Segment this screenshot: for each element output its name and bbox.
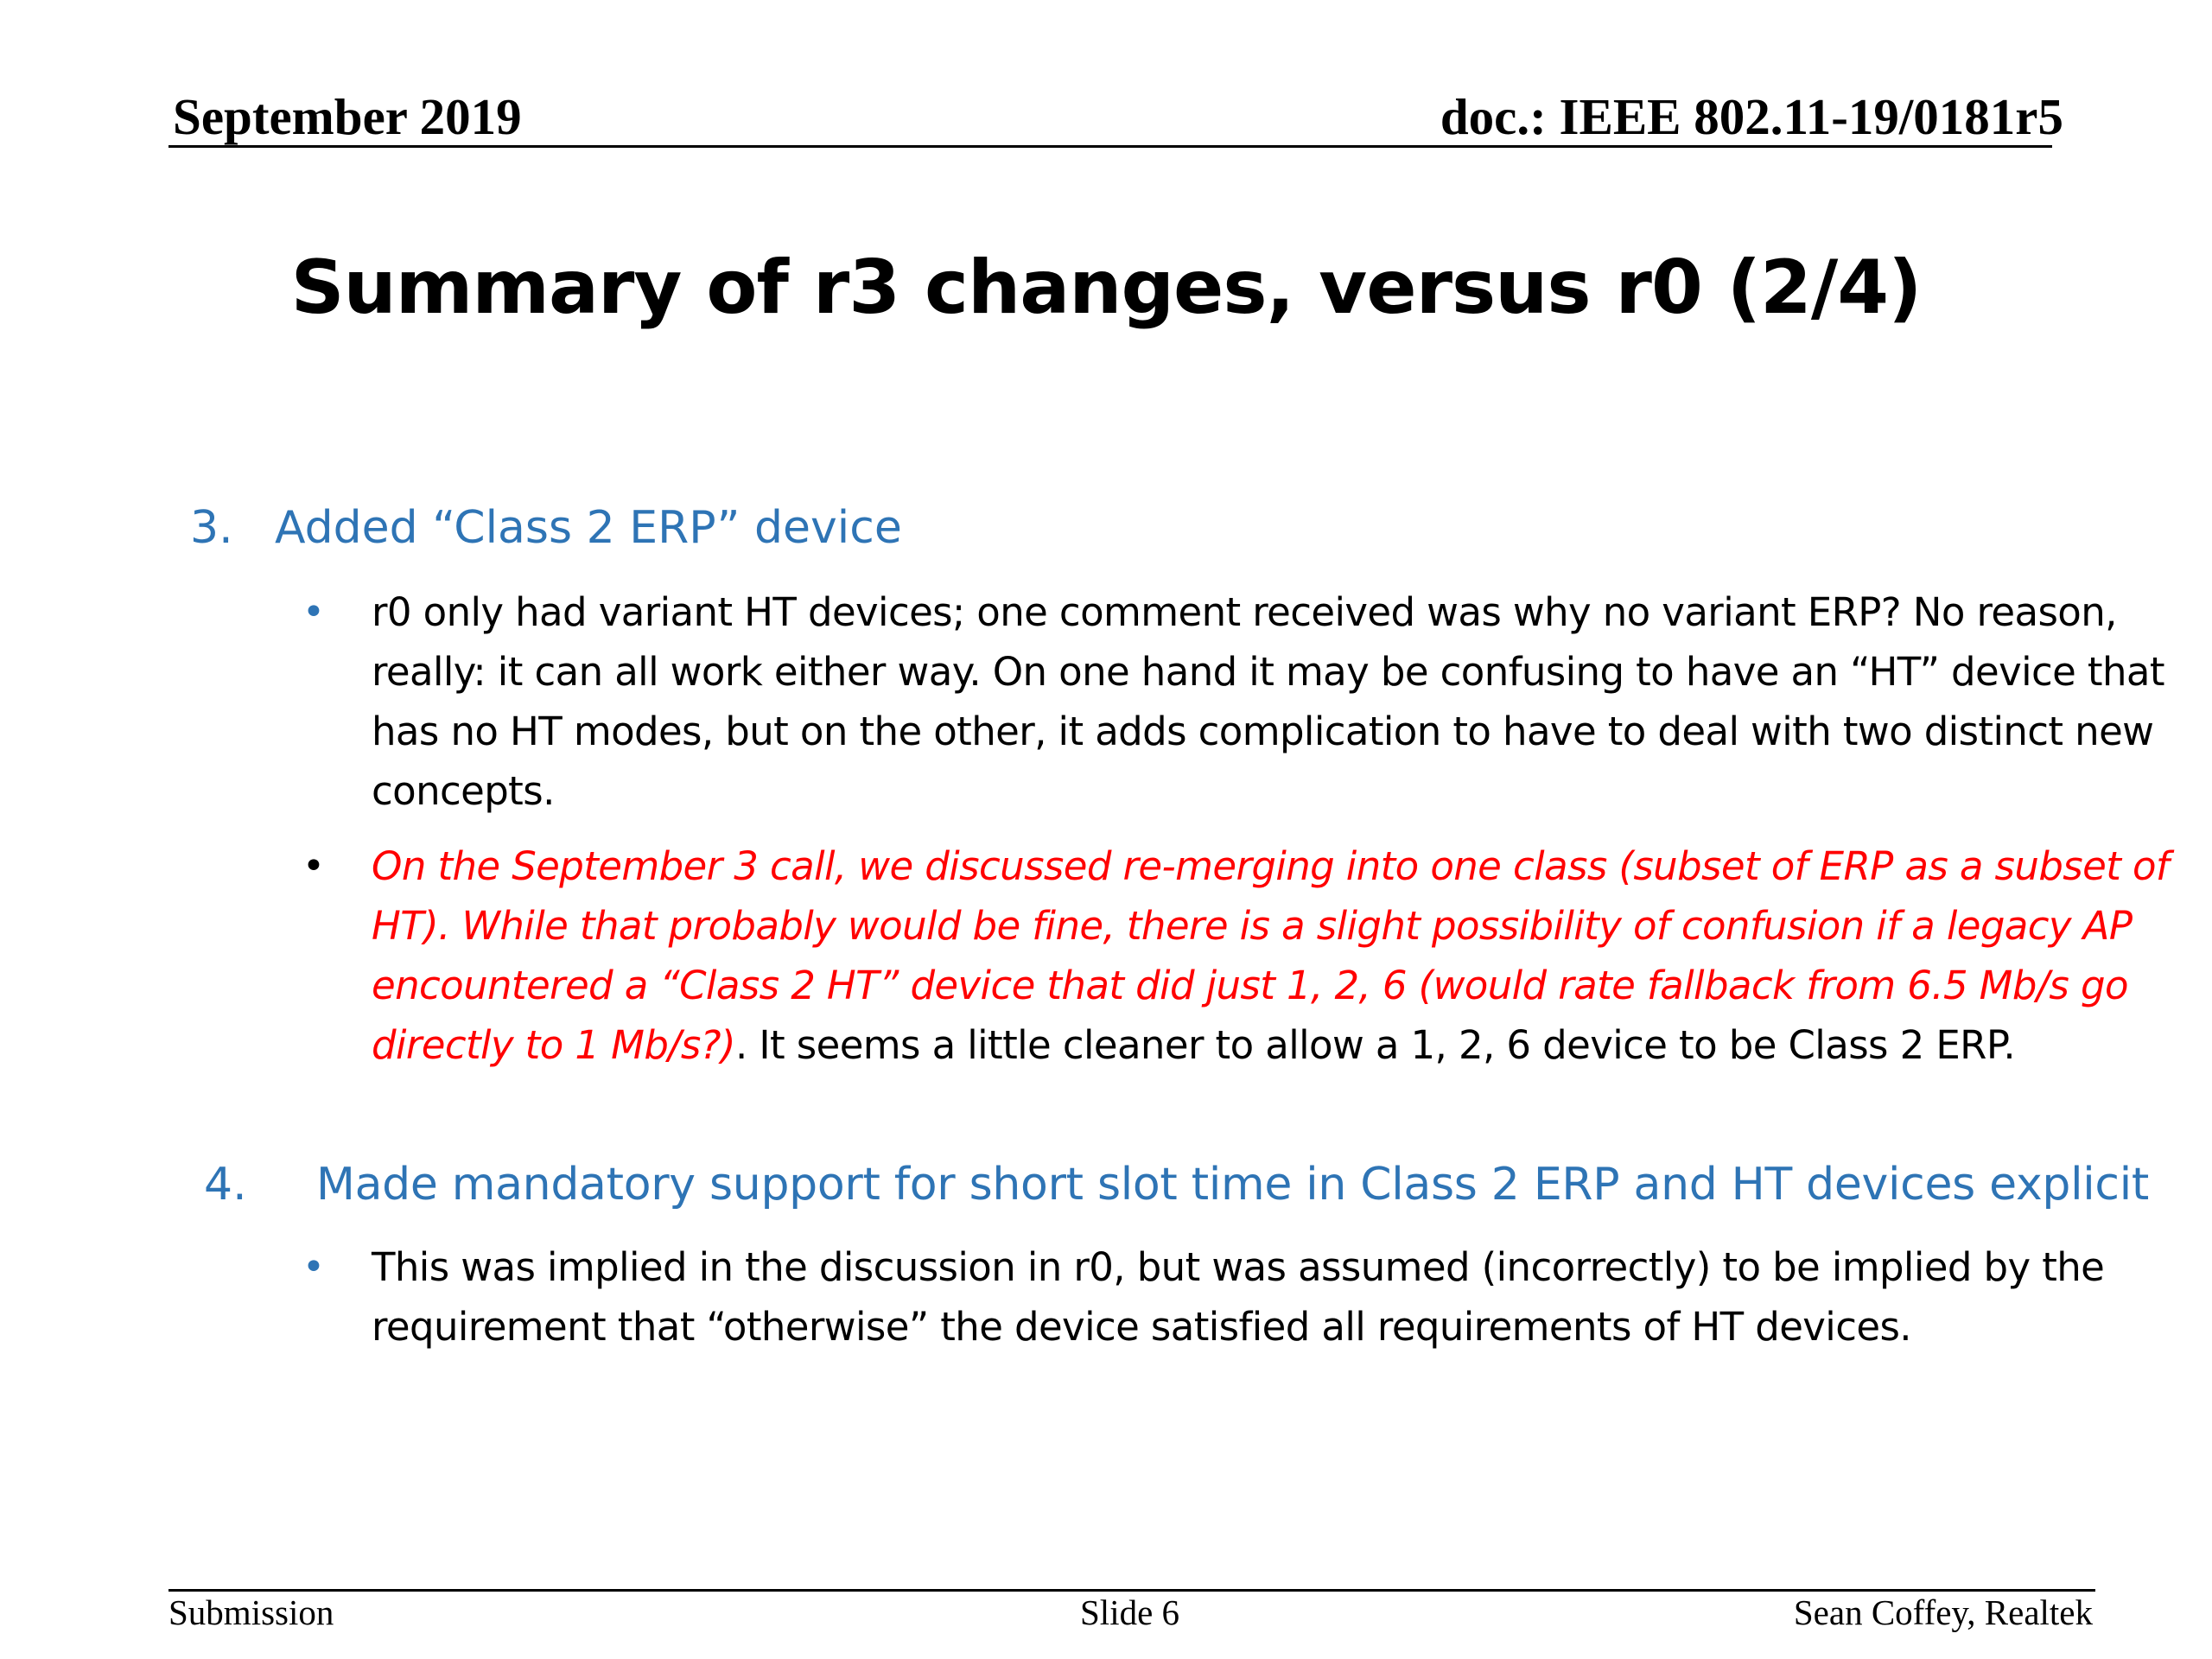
footer-submission: Submission [168, 1592, 334, 1632]
bullet-icon: • [302, 844, 325, 888]
bullet-text: This was implied in the discussion in r0, but was assumed (incorrectly) to be implied by the requirement that “otherwise” the device satisfied all requirements of HT devices. [372, 1244, 2105, 1350]
section-number: 3. [190, 502, 233, 554]
section-heading-text: Made mandatory support for short slot time in Class 2 ERP and HT devices explicit [316, 1159, 2149, 1211]
bullet-paragraph [372, 836, 2186, 1075]
bullet-text: r0 only had variant HT devices; one comment received was why no variant ERP? No reason, really: it can all work either way. On one hand it may be confusing to have an “HT” device that has no HT modes, but on the other, it adds complication to have to deal with two distinct new concepts. [372, 589, 2164, 814]
section-heading-3 [190, 502, 2177, 561]
header-divider [168, 145, 2052, 148]
section-heading-4 [204, 1159, 2191, 1217]
bullet-icon: • [302, 1245, 325, 1289]
footer-divider [168, 1589, 2095, 1592]
bullet-emphasis-text: On the September 3 call, we discussed re-merging into one class (subset of ERP as a subset of HT). While that probably would be fine, there is a slight possibility of confusion if a legacy AP encountered a “Class 2 HT” device that did just 1, 2, 6 (would rate fallback from 6.5 Mb/s go directly to 1 Mb/s?) [372, 843, 2170, 1068]
bullet-item [302, 582, 2186, 821]
footer-slide-number: Slide 6 [1080, 1592, 1180, 1632]
bullet-item [302, 836, 2186, 1075]
slide-title: Summary of r3 changes, versus r0 (2/4) [290, 245, 1922, 331]
bullet-text: . It seems a little cleaner to allow a 1, 2, 6 device to be Class 2 ERP. [734, 1022, 2016, 1068]
bullet-item [302, 1237, 2186, 1357]
footer-author: Sean Coffey, Realtek [1793, 1592, 2093, 1632]
header-date: September 2019 [173, 88, 522, 145]
section-heading-text: Added “Class 2 ERP” device [275, 502, 902, 554]
bullet-icon: • [302, 590, 325, 634]
header-doc-id: doc.: IEEE 802.11-19/0181r5 [1440, 88, 2063, 145]
section-number: 4. [204, 1159, 247, 1211]
